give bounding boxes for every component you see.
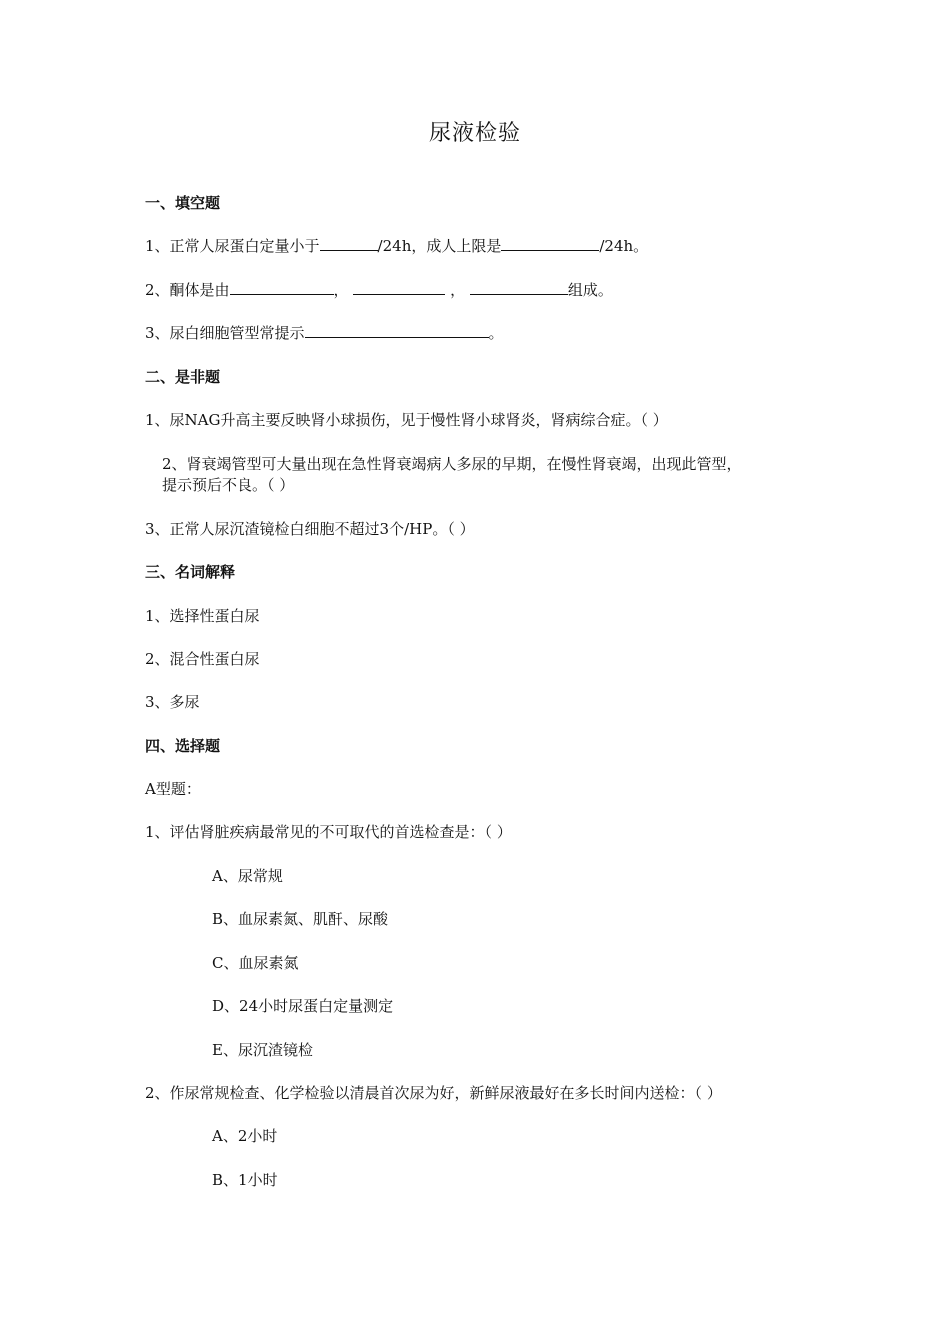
choice-option: A、尿常规 [212, 867, 283, 885]
question-text: ， [450, 281, 466, 299]
question-text: /24h，成人上限是 [377, 237, 502, 255]
choice-option: D、24小时尿蛋白定量测定 [212, 997, 394, 1015]
question-text: 组成。 [567, 281, 613, 299]
answer-blank [501, 235, 599, 251]
true-false-question-3: 3、正常人尿沉渣镜检白细胞不超过3个/HP。（ ） [145, 520, 475, 538]
question-text: 。 [488, 324, 504, 342]
page-title: 尿液检验 [428, 121, 521, 146]
question-text: ， [333, 281, 349, 299]
fill-blank-question-2 [145, 279, 613, 301]
fill-blank-question-3 [145, 322, 504, 344]
term-item: 2、混合性蛋白尿 [145, 650, 260, 668]
true-false-question-1: 1、尿NAG升高主要反映肾小球损伤，见于慢性肾小球肾炎，肾病综合症。（ ） [145, 411, 668, 429]
choice-option: E、尿沉渣镜检 [212, 1041, 313, 1059]
section-heading-terms: 三、名词解释 [145, 563, 236, 581]
term-item: 1、选择性蛋白尿 [145, 607, 260, 625]
answer-blank [230, 279, 334, 295]
section-heading-multiple-choice: 四、选择题 [145, 737, 221, 755]
question-text: 3、尿白细胞管型常提示 [145, 324, 305, 342]
question-type-label: A型题： [145, 780, 201, 798]
answer-blank [320, 235, 378, 251]
answer-blank [353, 279, 445, 295]
true-false-question-2-line-2: 提示预后不良。（ ） [162, 476, 295, 494]
question-text: 2、酮体是由 [145, 281, 230, 299]
choice-question-1-stem: 1、评估肾脏疾病最常见的不可取代的首选检查是：（ ） [145, 823, 512, 841]
section-heading-fill-blank: 一、填空题 [145, 194, 221, 212]
choice-option: B、1小时 [212, 1171, 278, 1189]
choice-question-2-stem: 2、作尿常规检查、化学检验以清晨首次尿为好，新鲜尿液最好在多长时间内送检：（ ） [145, 1084, 722, 1102]
answer-blank [470, 279, 568, 295]
choice-option: B、血尿素氮、肌酐、尿酸 [212, 910, 389, 928]
question-text: 1、正常人尿蛋白定量小于 [145, 237, 320, 255]
choice-option: C、血尿素氮 [212, 954, 299, 972]
term-item: 3、多尿 [145, 693, 200, 711]
question-text: /24h。 [599, 237, 649, 255]
section-heading-true-false: 二、是非题 [145, 368, 221, 386]
true-false-question-2-line-1: 2、肾衰竭管型可大量出现在急性肾衰竭病人多尿的早期，在慢性肾衰竭，出现此管型， [162, 455, 742, 473]
answer-blank [305, 322, 489, 338]
choice-option: A、2小时 [212, 1127, 278, 1145]
fill-blank-question-1 [145, 235, 648, 257]
